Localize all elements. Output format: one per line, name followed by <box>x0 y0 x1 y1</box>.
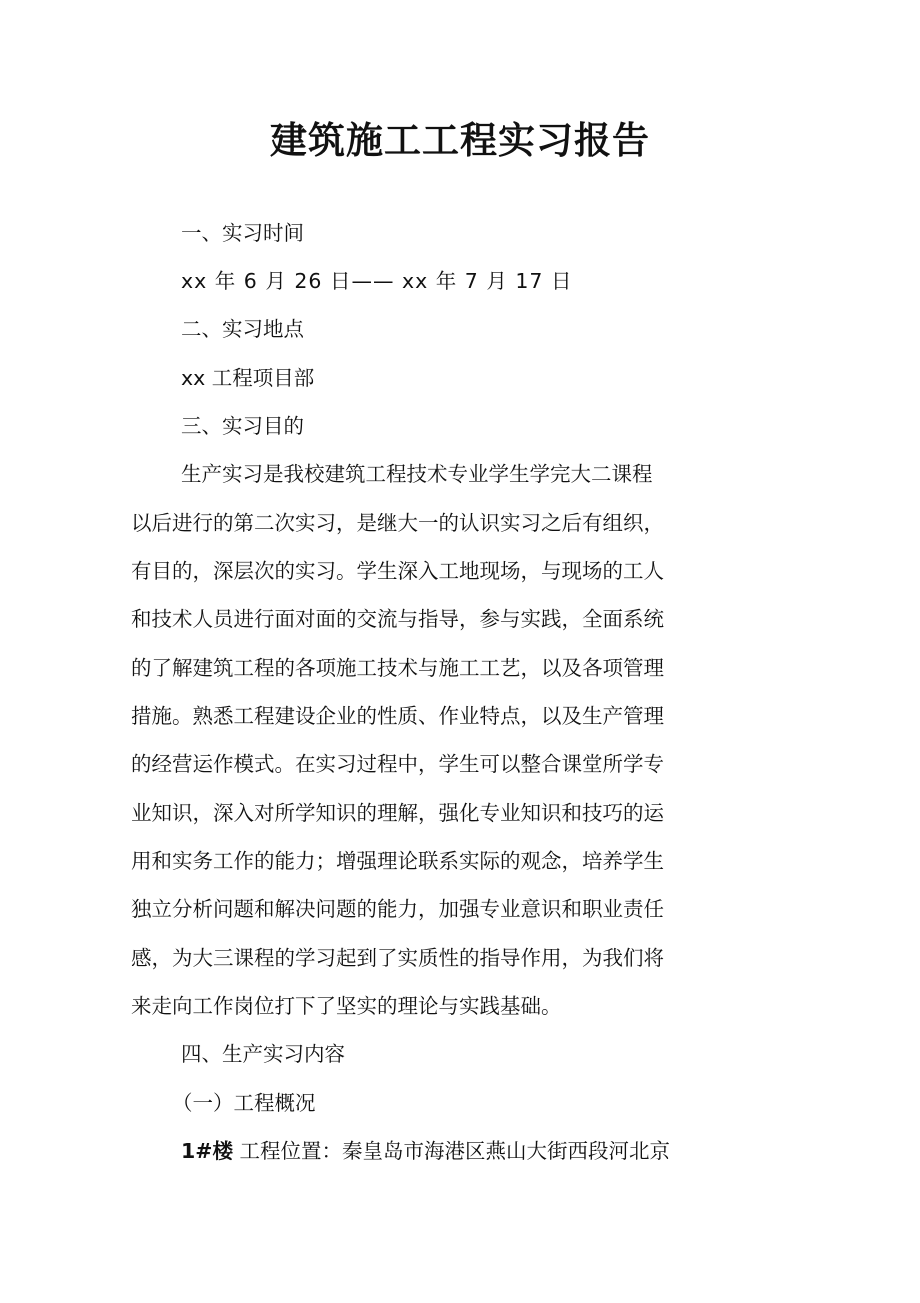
paragraph-line: 以后进行的第二次实习，是继大一的认识实习之后有组织， <box>131 511 664 535</box>
paragraph-line: 来走向工作岗位打下了坚实的理论与实践基础。 <box>131 994 562 1018</box>
paragraph-line: 用和实务工作的能力；增强理论联系实际的观念，培养学生 <box>131 849 664 873</box>
paragraph-line: 的了解建筑工程的各项施工技术与施工工艺，以及各项管理 <box>131 656 664 680</box>
paragraph-line: 生产实习是我校建筑工程技术专业学生学完大二课程 <box>181 462 653 486</box>
internship-location: xx 工程项目部 <box>181 366 315 390</box>
paragraph-line: 有目的，深层次的实习。学生深入工地现场，与现场的工人 <box>131 559 664 583</box>
building-location: 工程位置：秦皇岛市海港区燕山大街西段河北京 <box>239 1139 670 1163</box>
paragraph-line: 独立分析问题和解决问题的能力，加强专业意识和职业责任 <box>131 897 664 921</box>
section2-heading: 二、实习地点 <box>181 317 304 341</box>
subsection1-heading: （一）工程概况 <box>172 1091 316 1115</box>
paragraph-line: 和技术人员进行面对面的交流与指导，参与实践，全面系统 <box>131 607 664 631</box>
paragraph-line: 感，为大三课程的学习起到了实质性的指导作用，为我们将 <box>131 946 664 970</box>
building-location-line <box>181 1136 920 1166</box>
section1-heading: 一、实习时间 <box>181 221 304 245</box>
building-label: 1#楼 <box>181 1139 233 1163</box>
paragraph-line: 的经营运作模式。在实习过程中，学生可以整合课堂所学专 <box>131 752 664 776</box>
paragraph-line: 业知识，深入对所学知识的理解，强化专业知识和技巧的运 <box>131 801 664 825</box>
section3-heading: 三、实习目的 <box>181 414 304 438</box>
internship-dates: xx 年 6 月 26 日—— xx 年 7 月 17 日 <box>181 269 573 293</box>
paragraph-line: 措施。熟悉工程建设企业的性质、作业特点，以及生产管理 <box>131 704 664 728</box>
document-title: 建筑施工工程实习报告 <box>270 119 650 162</box>
section4-heading: 四、生产实习内容 <box>181 1042 345 1066</box>
